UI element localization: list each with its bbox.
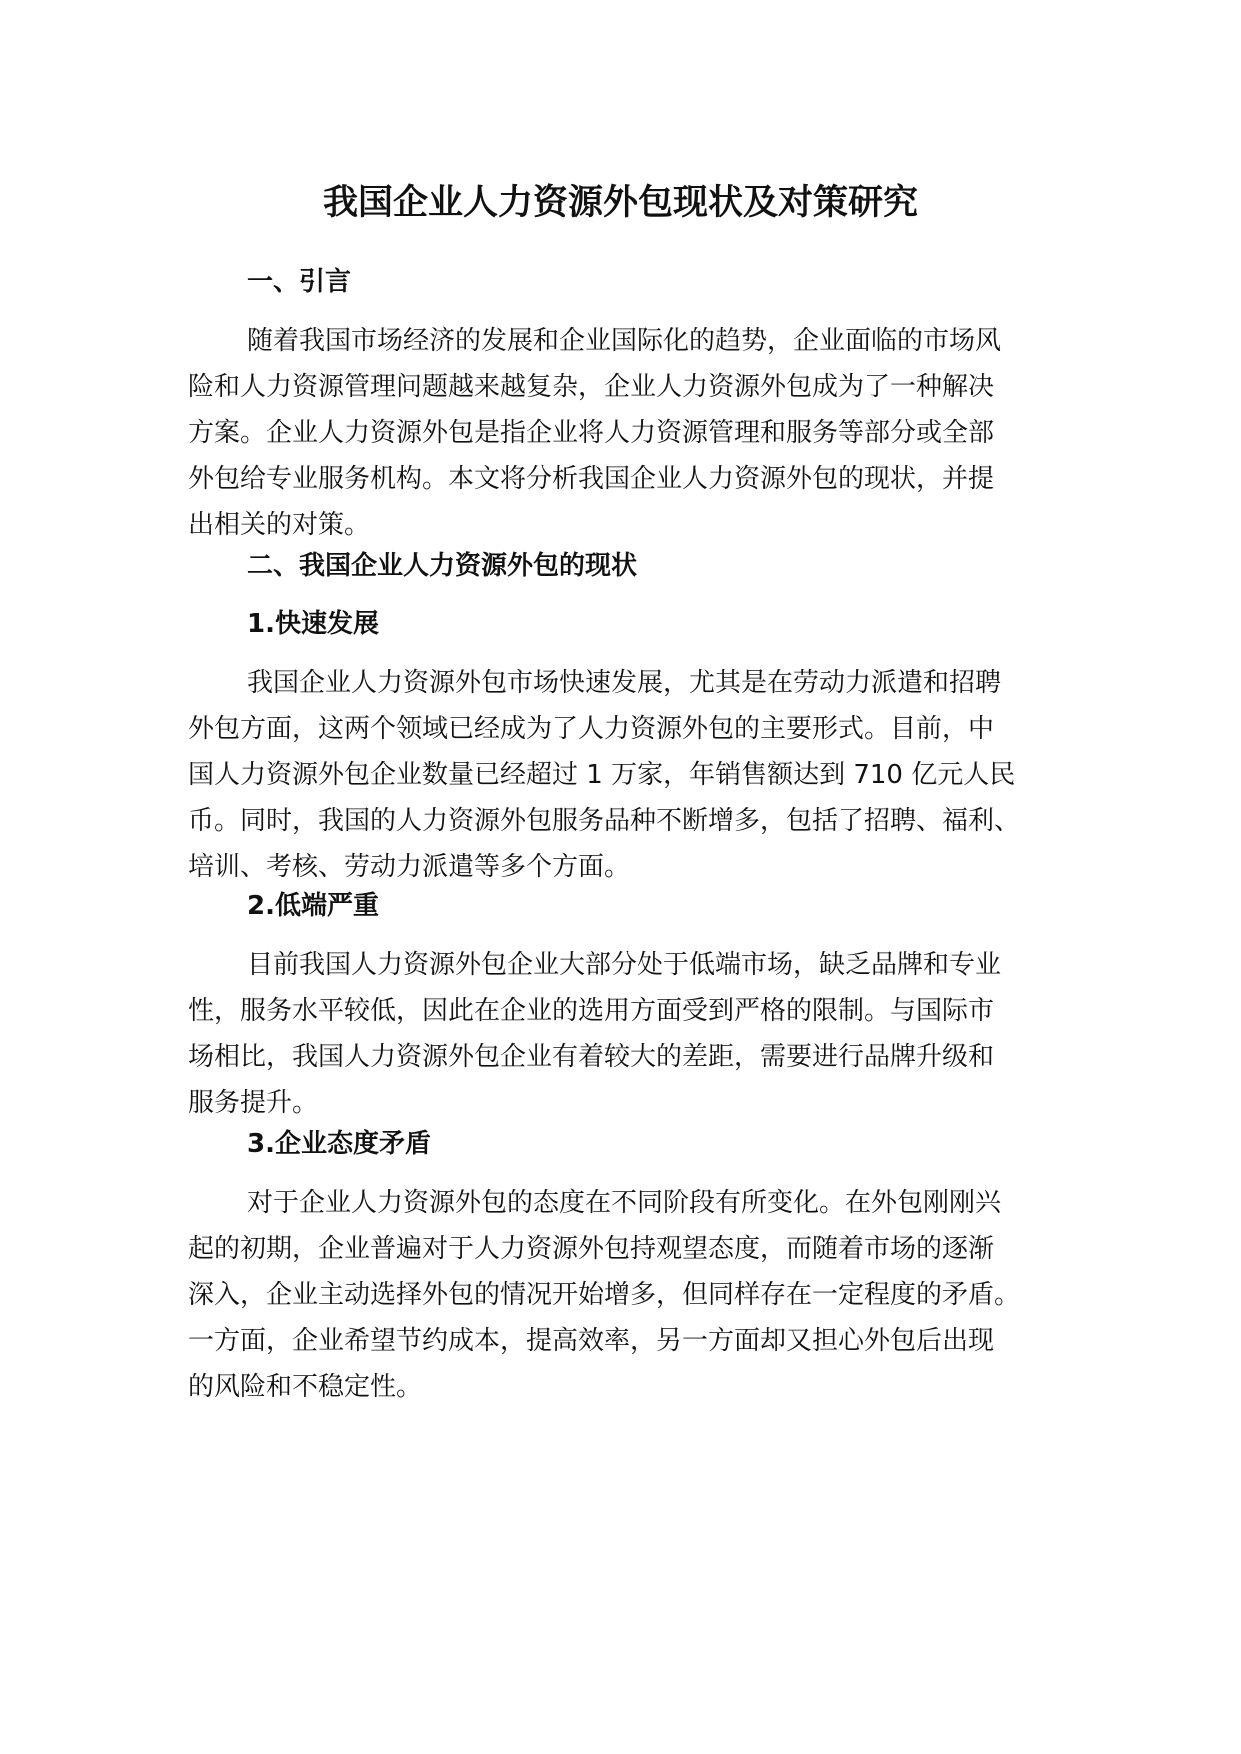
paragraph-line: 培训、考核、劳动力派遣等多个方面。: [188, 852, 631, 882]
paragraph-attitude-contradiction: [188, 1180, 1068, 1410]
paragraph-line: 服务提升。: [188, 1088, 319, 1118]
paragraph-rapid-development: [188, 660, 1068, 890]
paragraph-line: 目前我国人力资源外包企业大部分处于低端市场，缺乏品牌和专业: [247, 950, 1002, 980]
paragraph-line: 一方面，企业希望节约成本，提高效率，另一方面却又担心外包后出现: [188, 1326, 995, 1356]
paragraph-line: 的风险和不稳定性。: [188, 1372, 423, 1402]
paragraph-line: 性，服务水平较低，因此在企业的选用方面受到严格的限制。与国际市: [188, 996, 995, 1026]
paragraph-line: 币。同时，我国的人力资源外包服务品种不断增多，包括了招聘、福利、: [188, 806, 1021, 836]
paragraph-line: 随着我国市场经济的发展和企业国际化的趋势，企业面临的市场风: [247, 326, 1002, 356]
paragraph-line: 起的初期，企业普遍对于人力资源外包持观望态度，而随着市场的逐渐: [188, 1234, 995, 1264]
paragraph-line: 场相比，我国人力资源外包企业有着较大的差距，需要进行品牌升级和: [188, 1042, 995, 1072]
document-title: 我国企业人力资源外包现状及对策研究: [322, 183, 918, 223]
subsection-heading-rapid-development: 1.快速发展: [247, 609, 379, 639]
paragraph-line: 深入，企业主动选择外包的情况开始增多，但同样存在一定程度的矛盾。: [188, 1280, 1021, 1310]
paragraph-low-end: [188, 942, 1068, 1126]
paragraph-line: 外包方面，这两个领域已经成为了人力资源外包的主要形式。目前，中: [188, 714, 995, 744]
paragraph-line: 出相关的对策。: [188, 510, 371, 540]
paragraph-line: 险和人力资源管理问题越来越复杂，企业人力资源外包成为了一种解决: [188, 372, 995, 402]
paragraph-line: 对于企业人力资源外包的态度在不同阶段有所变化。在外包刚刚兴: [247, 1188, 1002, 1218]
section-heading-introduction: 一、引言: [247, 267, 352, 297]
paragraph-line: 国人力资源外包企业数量已经超过 1 万家，年销售额达到 710 亿元人民: [188, 760, 1016, 790]
subsection-heading-attitude-contradiction: 3.企业态度矛盾: [247, 1129, 431, 1159]
subsection-heading-low-end: 2.低端严重: [247, 891, 379, 921]
section-heading-current-status: 二、我国企业人力资源外包的现状: [247, 551, 638, 581]
paragraph-introduction: [188, 318, 1068, 548]
paragraph-line: 方案。企业人力资源外包是指企业将人力资源管理和服务等部分或全部: [188, 418, 995, 448]
paragraph-line: 我国企业人力资源外包市场快速发展，尤其是在劳动力派遣和招聘: [247, 668, 1002, 698]
paragraph-line: 外包给专业服务机构。本文将分析我国企业人力资源外包的现状，并提: [188, 464, 995, 494]
